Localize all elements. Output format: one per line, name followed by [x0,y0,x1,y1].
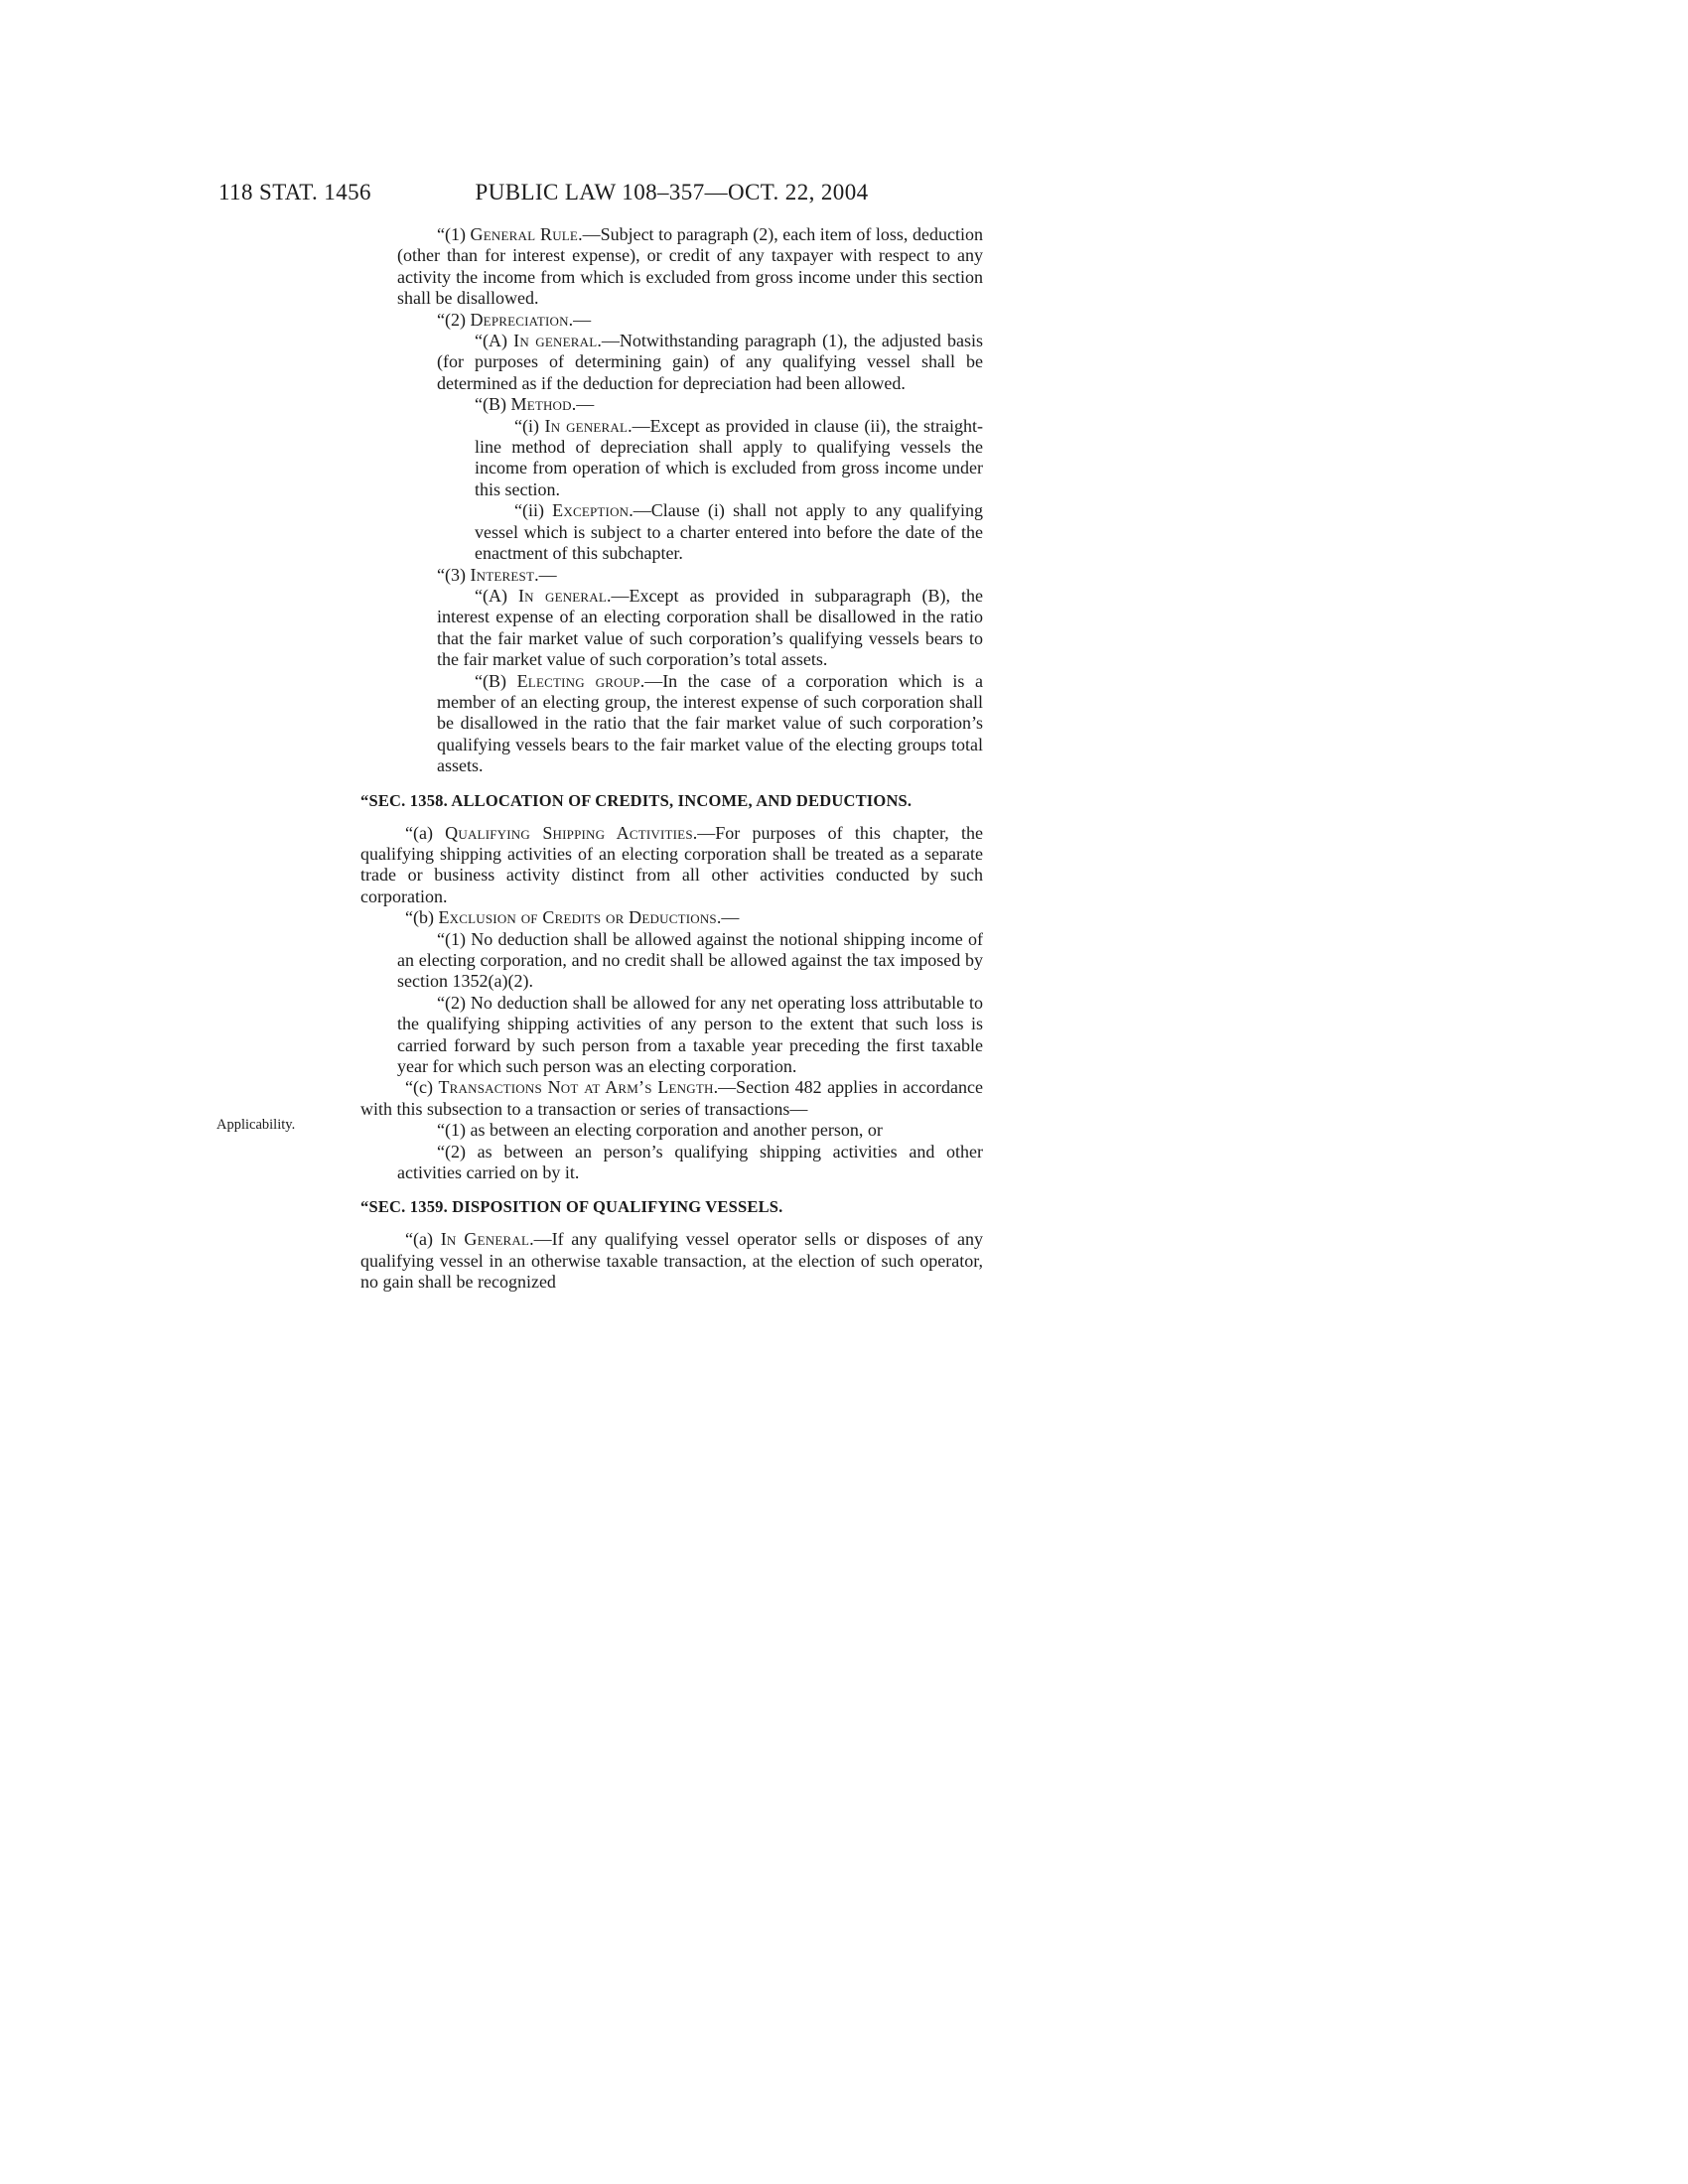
section-heading [360,791,983,811]
statute-text: “(a) [405,822,446,843]
statute-text: .— [716,907,740,928]
statute-paragraph [437,586,983,671]
statute-text: .—Except as provided in clause (ii), the straight-line method of depreciation shall apply to qualifying vessels the income from operation of which is excluded from gross income under this section. [475,415,983,499]
statute-text: “SEC. 1359. DISPOSITION OF QUALIFYING VESSELS. [360,1197,783,1217]
statute-text: “(2) [437,309,471,330]
small-caps-term: Exclusion of Credits or Deductions [438,907,717,928]
statute-paragraph [397,565,983,586]
statute-text: .—Except as provided in subparagraph (B), the interest expense of an electing corporation shall be disallowed in the ratio that the fair market value of such corporation’s qualifying vessels bears to the fair market value of such corporation’s total assets. [437,585,983,670]
small-caps-term: In general [517,585,608,606]
small-caps-term: Depreciation [470,309,569,330]
statute-paragraph [397,929,983,993]
statute-text: .—In the case of a corporation which is a member of an electing group, the interest expense of such corporation shall be disallowed in the ratio that the fair market value of such corporation’s qualifying vessels bears to the fair market value of the electing groups total assets. [437,670,983,776]
statute-paragraph [397,1120,983,1141]
statute-text: .— [568,309,592,330]
statute-text: .—If any qualifying vessel operator sells or disposes of any qualifying vessel in an otherwise taxable transaction, at the election of such operator, no gain shall be recognized [360,1229,984,1293]
statute-paragraph [437,671,983,777]
stat-page-number: 118 STAT. 1456 [218,180,371,205]
statute-text: “(b) [405,907,439,928]
small-caps-term: Interest [470,564,535,585]
statute-text: .—Section 482 applies in accordance with this subsection to a transaction or series of transactions— [360,1077,983,1119]
statute-text: “(ii) [514,500,553,521]
statute-paragraph [397,1142,983,1184]
statute-text: .—For purposes of this chapter, the qualifying shipping activities of an electing corporation shall be treated as a separate trade or business activity distinct from all other activities conducted by such corporation. [360,822,983,906]
statute-text: “(a) [405,1229,441,1250]
small-caps-term: Transactions Not at Arm’s Length [438,1077,714,1098]
statute-text: “(1) as between an electing corporation and another person, or [437,1120,883,1141]
statute-text: “(i) [514,415,545,436]
statute-text: “(2) No deduction shall be allowed for any net operating loss attributable to the qualifying shipping activities of any person to the extent that such loss is carried forward by such person from a taxable year preceding the first taxable year for which such person was an electing corporation. [397,992,983,1077]
statute-paragraph [397,310,983,331]
small-caps-term: Exception [552,500,630,521]
statute-text: “(1) No deduction shall be allowed against the notional shipping income of an electing corporation, and no credit shall be allowed against the tax imposed by section 1352(a)(2). [397,928,983,992]
statute-text: “(1) [437,224,471,244]
statute-text: .—Notwithstanding paragraph (1), the adjusted basis (for purposes of determining gain) of any qualifying vessel shall be determined as if the deduction for depreciation had been allowed. [437,331,984,393]
statute-text: “(B) [475,394,511,415]
statute-paragraph [475,416,983,501]
statute-paragraph [360,1077,983,1120]
statute-text: .—Subject to paragraph (2), each item of loss, deduction (other than for interest expense), or credit of any taxpayer with respect to any activity the income from which is excluded from gross income under this section shall be disallowed. [397,224,983,309]
statute-text: “(A) [475,331,514,351]
statute-paragraph [475,500,983,564]
statute-paragraph [360,1229,983,1293]
statute-paragraph [397,993,983,1078]
statute-paragraph [437,331,983,394]
margin-note-applicability: Applicability. [216,1117,296,1133]
statute-paragraph [397,224,983,310]
statute-text: .— [534,564,557,585]
statute-paragraph [360,907,983,928]
small-caps-term: Method [510,394,572,415]
public-law-header: PUBLIC LAW 108–357—OCT. 22, 2004 [475,180,869,205]
small-caps-term: In General [440,1229,530,1250]
statute-text: “(B) [475,670,517,691]
statute-text: “(A) [475,585,518,606]
small-caps-term: General Rule [470,224,579,244]
document-body [360,224,983,1294]
small-caps-term: In general [544,415,629,436]
statute-text: “(2) as between an person’s qualifying shipping activities and other activities carried on by it. [397,1141,983,1183]
small-caps-term: In general [513,331,598,351]
statute-paragraph [360,823,983,908]
statute-text: “(c) [405,1077,439,1098]
section-heading [360,1197,983,1217]
small-caps-term: Qualifying Shipping Activities [445,822,693,843]
small-caps-term: Electing group [516,670,640,691]
statute-text: .— [571,394,595,415]
statute-text: “(3) [437,564,471,585]
statute-text: .—Clause (i) shall not apply to any qualifying vessel which is subject to a charter entered into before the date of the enactment of this subchapter. [475,500,983,564]
statute-paragraph [437,394,983,415]
statute-text: “SEC. 1358. ALLOCATION OF CREDITS, INCOME, AND DEDUCTIONS. [360,790,913,810]
